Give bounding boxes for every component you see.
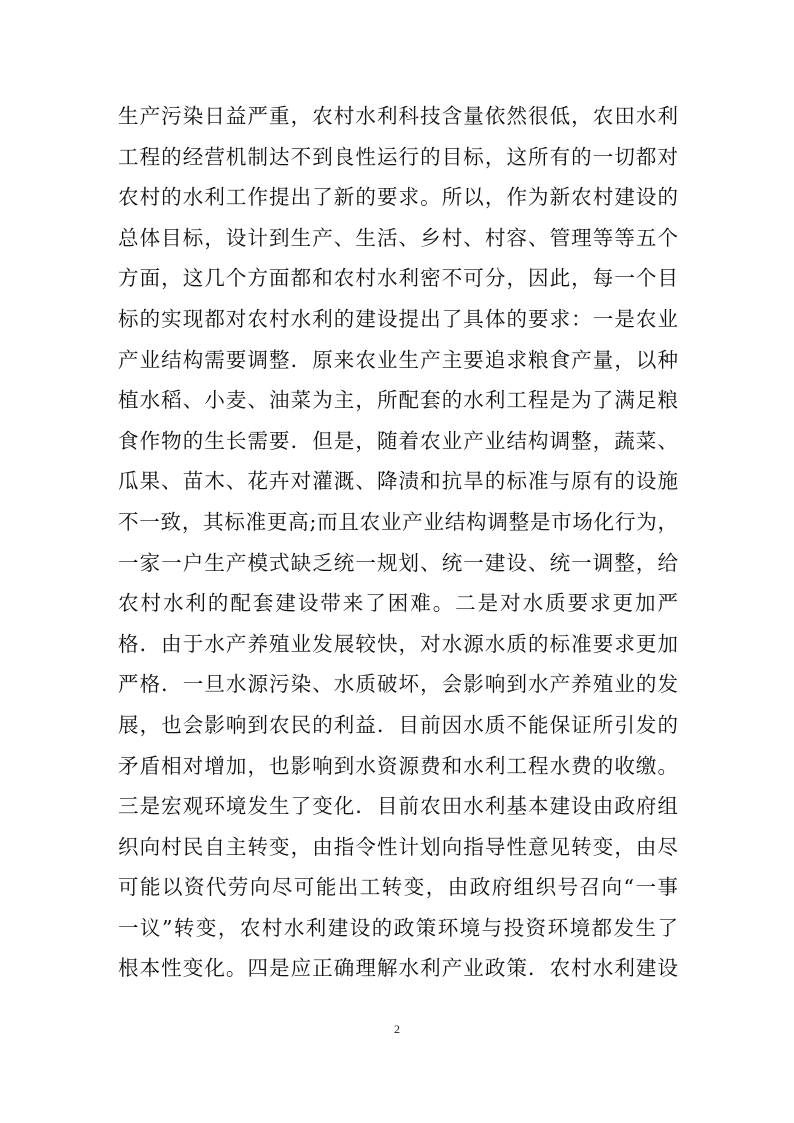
text-line: 农村的水利工作提出了新的要求。所以，作为新农村建设的 [118,185,678,210]
text-line: 方面，这几个方面都和农村水利密不可分，因此，每一个目 [118,266,678,291]
page-number: 2 [394,1022,400,1036]
text-line: 生产污染日益严重，农村水利科技含量依然很低，农田水利 [118,104,678,128]
text-line: 织向村民自主转变，由指令性计划向指导性意见转变，由尽 [118,834,678,859]
text-line: 格．由于水产养殖业发展较快，对水源水质的标准要求更加 [118,631,678,656]
text-line: 根本性变化。四是应正确理解水利产业政策．农村水利建设 [118,956,678,981]
text-line: 展，也会影响到农民的利益．目前因水质不能保证所引发的 [118,712,678,737]
text-line: 产业结构需要调整．原来农业生产主要追求粮食产量，以种 [118,347,678,372]
text-line: 食作物的生长需要．但是，随着农业产业结构调整，蔬菜、 [118,428,678,453]
text-line: 工程的经营机制达不到良性运行的目标，这所有的一切都对 [118,144,678,169]
text-line: 瓜果、苗木、花卉对灌溉、降渍和抗旱的标准与原有的设施 [118,469,678,494]
body-paragraph [118,96,678,989]
text-line: 可能以资代劳向尽可能出工转变，由政府组织号召向“一事 [118,875,678,900]
text-line: 矛盾相对增加，也影响到水资源费和水利工程水费的收缴。 [118,753,678,778]
text-line: 农村水利的配套建设带来了困难。二是对水质要求更加严 [118,591,678,616]
text-line: 不一致，其标准更高;而且农业产业结构调整是市场化行为， [118,509,678,534]
text-line: 一家一户生产模式缺乏统一规划、统一建设、统一调整，给 [118,550,678,575]
text-line: 总体目标，设计到生产、生活、乡村、村容、管理等等五个 [118,225,678,250]
text-line: 三是宏观环境发生了变化．目前农田水利基本建设由政府组 [118,794,678,819]
text-line: 标的实现都对农村水利的建设提出了具体的要求：一是农业 [118,306,678,331]
text-line: 严格．一旦水源污染、水质破坏，会影响到水产养殖业的发 [118,672,678,697]
text-line: 一议”转变，农村水利建设的政策环境与投资环境都发生了 [118,915,678,940]
text-line: 植水稻、小麦、油菜为主，所配套的水利工程是为了满足粮 [118,388,678,413]
